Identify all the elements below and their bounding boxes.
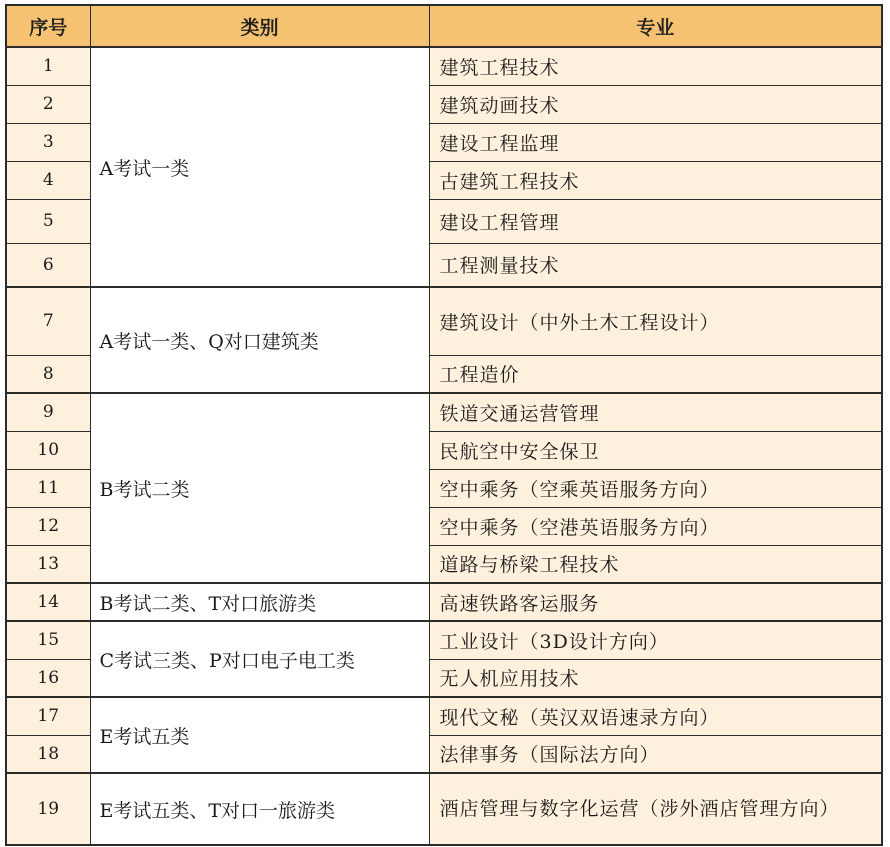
table-row bbox=[6, 393, 882, 431]
major-cell: 建设工程管理 bbox=[429, 199, 882, 243]
major-cell: 古建筑工程技术 bbox=[429, 161, 882, 199]
major-cell: 建筑动画技术 bbox=[429, 85, 882, 123]
row-index: 16 bbox=[6, 659, 90, 697]
category-cell: B考试二类 bbox=[90, 393, 429, 583]
row-index: 12 bbox=[6, 507, 90, 545]
row-index: 2 bbox=[6, 85, 90, 123]
majors-table bbox=[5, 4, 883, 846]
table-row bbox=[6, 621, 882, 659]
major-cell: 酒店管理与数字化运营（涉外酒店管理方向） bbox=[429, 773, 882, 845]
header-index: 序号 bbox=[6, 5, 90, 47]
table-header-row bbox=[6, 5, 882, 47]
row-index: 6 bbox=[6, 243, 90, 287]
row-index: 10 bbox=[6, 431, 90, 469]
row-index: 15 bbox=[6, 621, 90, 659]
major-cell: 法律事务（国际法方向） bbox=[429, 735, 882, 773]
row-index: 11 bbox=[6, 469, 90, 507]
major-cell: 现代文秘（英汉双语速录方向） bbox=[429, 697, 882, 735]
major-cell: 工程造价 bbox=[429, 355, 882, 393]
category-cell: A考试一类 bbox=[90, 47, 429, 287]
category-cell: C考试三类、P对口电子电工类 bbox=[90, 621, 429, 697]
row-index: 3 bbox=[6, 123, 90, 161]
major-cell: 建筑设计（中外土木工程设计） bbox=[429, 287, 882, 355]
major-cell: 民航空中安全保卫 bbox=[429, 431, 882, 469]
major-cell: 建设工程监理 bbox=[429, 123, 882, 161]
table-row bbox=[6, 47, 882, 85]
category-cell: E考试五类 bbox=[90, 697, 429, 773]
major-cell: 无人机应用技术 bbox=[429, 659, 882, 697]
row-index: 1 bbox=[6, 47, 90, 85]
major-cell: 空中乘务（空乘英语服务方向） bbox=[429, 469, 882, 507]
table-row bbox=[6, 697, 882, 735]
category-cell: E考试五类、T对口一旅游类 bbox=[90, 773, 429, 845]
major-cell: 工程测量技术 bbox=[429, 243, 882, 287]
major-cell: 高速铁路客运服务 bbox=[429, 583, 882, 621]
category-cell: A考试一类、Q对口建筑类 bbox=[90, 287, 429, 393]
major-cell: 工业设计（3D设计方向） bbox=[429, 621, 882, 659]
major-cell: 铁道交通运营管理 bbox=[429, 393, 882, 431]
row-index: 17 bbox=[6, 697, 90, 735]
row-index: 19 bbox=[6, 773, 90, 845]
row-index: 14 bbox=[6, 583, 90, 621]
row-index: 7 bbox=[6, 287, 90, 355]
header-major: 专业 bbox=[429, 5, 882, 47]
table-row bbox=[6, 287, 882, 355]
header-category: 类别 bbox=[90, 5, 429, 47]
table-row bbox=[6, 583, 882, 621]
row-index: 8 bbox=[6, 355, 90, 393]
row-index: 9 bbox=[6, 393, 90, 431]
row-index: 13 bbox=[6, 545, 90, 583]
major-cell: 空中乘务（空港英语服务方向） bbox=[429, 507, 882, 545]
row-index: 5 bbox=[6, 199, 90, 243]
major-cell: 道路与桥梁工程技术 bbox=[429, 545, 882, 583]
category-cell: B考试二类、T对口旅游类 bbox=[90, 583, 429, 621]
row-index: 18 bbox=[6, 735, 90, 773]
major-cell: 建筑工程技术 bbox=[429, 47, 882, 85]
table-row bbox=[6, 773, 882, 845]
row-index: 4 bbox=[6, 161, 90, 199]
